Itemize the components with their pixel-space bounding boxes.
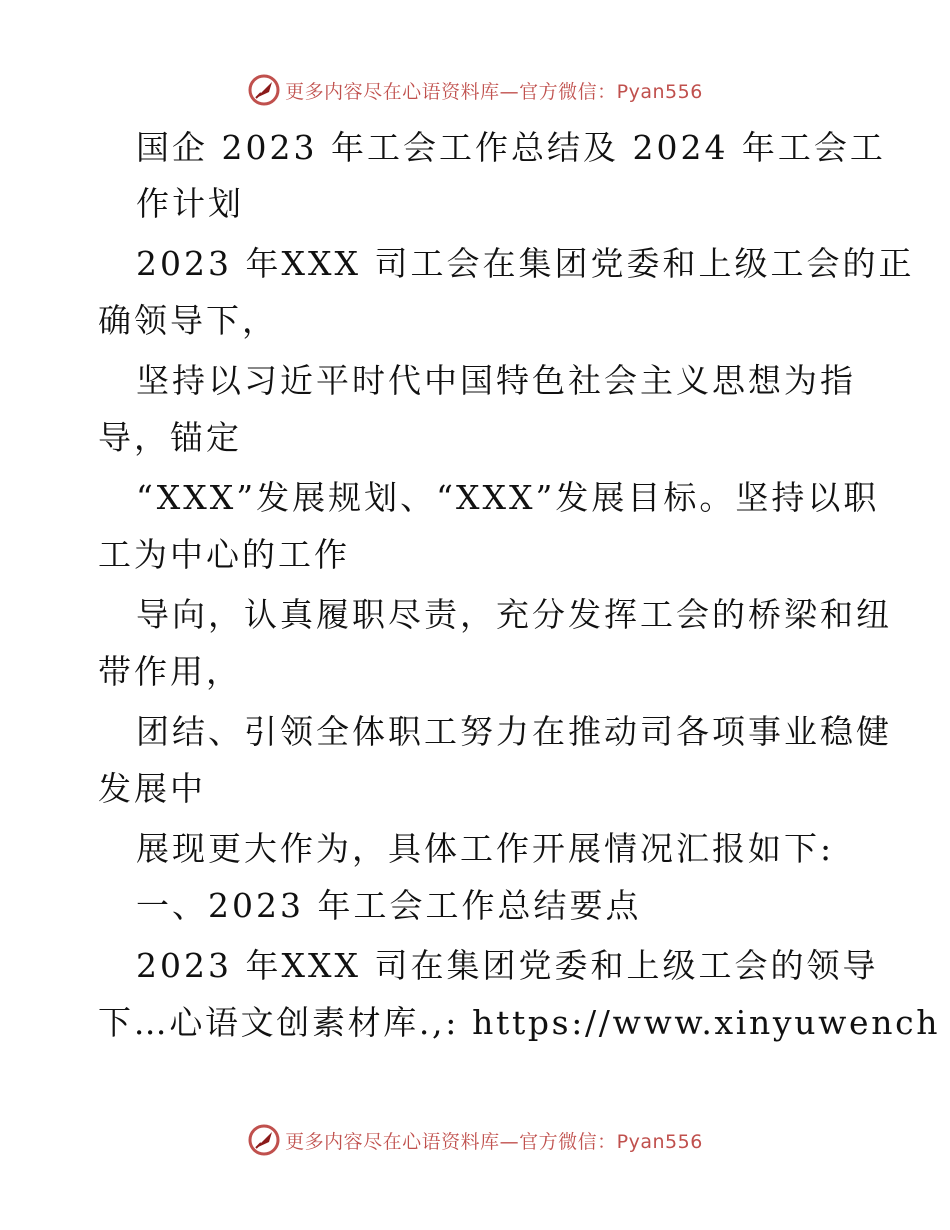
doc-line: 一、2023 年工会工作总结要点 bbox=[136, 886, 642, 925]
quill-logo-icon bbox=[247, 1123, 281, 1157]
doc-line: 发展中 bbox=[98, 769, 206, 808]
doc-line: 展现更大作为，具体工作开展情况汇报如下: bbox=[136, 829, 835, 868]
doc-line: 2023 年XXX 司工会在集团党委和上级工会的正 bbox=[136, 244, 915, 283]
quill-logo-icon bbox=[247, 73, 281, 107]
doc-line: 导，锚定 bbox=[98, 418, 242, 457]
footer-banner-text: 更多内容尽在心语资料库—官方微信：Pyan556 bbox=[285, 1130, 703, 1153]
doc-line: 确领导下， bbox=[98, 301, 278, 340]
doc-line: 2023 年XXX 司在集团党委和上级工会的领导 bbox=[136, 946, 879, 985]
header-banner bbox=[0, 70, 950, 110]
doc-line: 坚持以习近平时代中国特色社会主义思想为指 bbox=[136, 361, 856, 400]
doc-line: 工为中心的工作 bbox=[98, 535, 350, 574]
footer-banner bbox=[0, 1120, 950, 1160]
doc-line: 下…心语文创素材库.,: https://www.xinyuwench bbox=[98, 1003, 941, 1042]
doc-line: “XXX”发展规划、“XXX”发展目标。坚持以职 bbox=[136, 478, 880, 517]
doc-line: 团结、引领全体职工努力在推动司各项事业稳健 bbox=[136, 712, 892, 751]
doc-line: 作计划 bbox=[136, 184, 244, 223]
doc-line: 国企 2023 年工会工作总结及 2024 年工会工 bbox=[136, 128, 886, 167]
doc-line: 导向，认真履职尽责，充分发挥工会的桥梁和纽 bbox=[136, 595, 892, 634]
doc-line: 带作用， bbox=[98, 652, 242, 691]
header-banner-text: 更多内容尽在心语资料库—官方微信：Pyan556 bbox=[285, 80, 703, 103]
